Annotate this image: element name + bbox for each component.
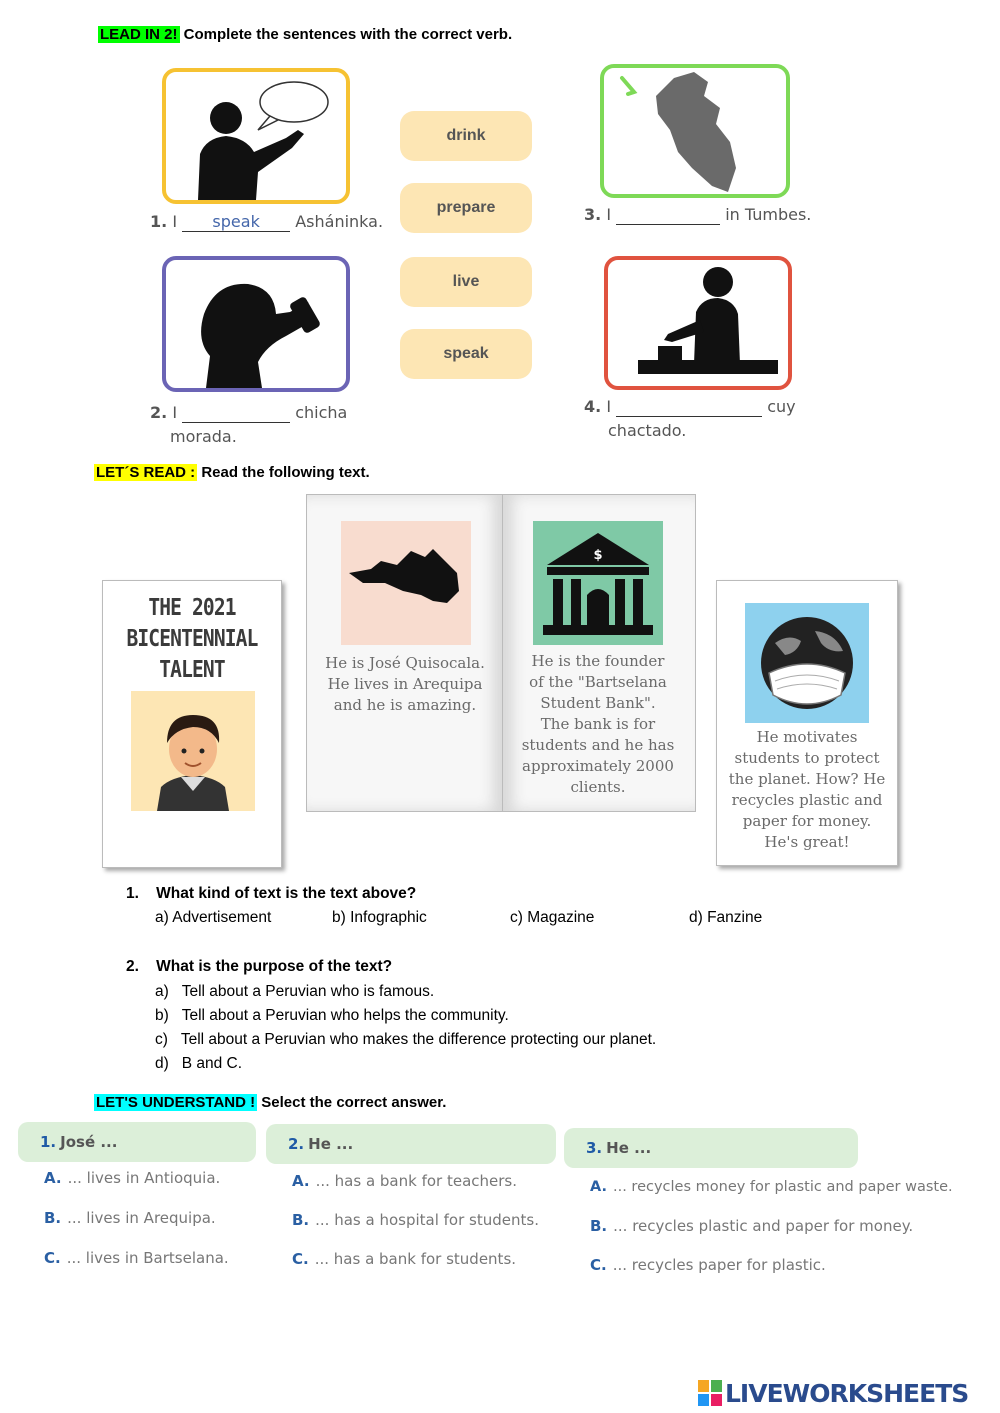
col1-option-b[interactable]: B. ... lives in Arequipa.: [44, 1209, 216, 1227]
boy-avatar-icon: [131, 691, 255, 811]
q2-option-b[interactable]: b) Tell about a Peruvian who helps the community.: [155, 1007, 509, 1024]
drinking-person-icon: [166, 260, 346, 388]
question-1: 1. What kind of text is the text above?: [126, 885, 417, 902]
q2-option-a[interactable]: a) Tell about a Peruvian who is famous.: [155, 983, 435, 1000]
planet-box: [745, 603, 869, 723]
peru-map-icon: [604, 68, 786, 194]
answer-blank-3[interactable]: [616, 205, 720, 225]
earth-mask-icon: [745, 603, 869, 723]
sentence-4-continued: chactado.: [608, 421, 687, 440]
brand-name: LIVEWORKSHEETS: [725, 1378, 969, 1408]
lead-in-instruction: Complete the sentences with the correct verb.: [179, 26, 513, 43]
page3-text: He motivates students to protect the planet. How? He recycles plastic and paper for money. He's great!: [728, 728, 886, 851]
verb-chip-live[interactable]: live: [400, 257, 532, 307]
q1-option-d[interactable]: d) Fanzine: [689, 909, 763, 926]
sentence-2-continued: morada.: [170, 427, 237, 446]
col3-option-b[interactable]: B. ... recycles plastic and paper for money.: [590, 1217, 914, 1235]
q2-option-d[interactable]: d) B and C.: [155, 1055, 243, 1072]
page1-text: He is José Quisocala. He lives in Arequipa and he is amazing.: [325, 654, 485, 714]
picture-drink: [162, 256, 350, 392]
bank-building-icon: [533, 521, 663, 645]
answer-blank-4[interactable]: [616, 397, 762, 417]
col2-option-a[interactable]: A. ... has a bank for teachers.: [292, 1172, 518, 1190]
answer-column-2-header: 2. He ...: [266, 1124, 556, 1164]
sentence-1: 1. I speak Asháninka.: [150, 212, 384, 231]
cover-title: THE 2021 BICENTENNIAL TALENT: [126, 595, 258, 683]
picture-prepare: [604, 256, 792, 390]
col1-option-c[interactable]: C. ... lives in Bartselana.: [44, 1249, 229, 1267]
question-2: 2. What is the purpose of the text?: [126, 958, 393, 975]
bank-box: [533, 521, 663, 645]
col2-option-c[interactable]: C. ... has a bank for students.: [292, 1250, 517, 1268]
book-right-page: [502, 494, 696, 812]
lets-understand-heading: [94, 1094, 446, 1111]
arequipa-map-box: [341, 521, 471, 645]
sentence-4: 4. I cuy: [584, 397, 796, 416]
col2-option-b[interactable]: B. ... has a hospital for students.: [292, 1211, 539, 1229]
lets-read-tag: LET´S READ :: [96, 464, 196, 481]
col3-option-a[interactable]: A. ... recycles money for plastic and paper waste.: [590, 1179, 953, 1195]
lets-understand-tag: LET'S UNDERSTAND !: [96, 1094, 256, 1111]
q1-option-a[interactable]: a) Advertisement: [155, 909, 272, 926]
verb-chip-drink[interactable]: drink: [400, 111, 532, 161]
answer-column-3-header: 3. He ...: [564, 1128, 858, 1168]
lead-in-heading: [98, 26, 512, 43]
speaking-person-icon: [166, 72, 346, 200]
cooking-person-icon: [608, 260, 788, 386]
dollar-sign: $: [593, 548, 603, 563]
q1-option-c[interactable]: c) Magazine: [510, 909, 595, 926]
q2-option-c[interactable]: c) Tell about a Peruvian who makes the difference protecting our planet.: [155, 1031, 657, 1048]
cover-portrait: [131, 691, 255, 811]
lets-read-instruction: Read the following text.: [197, 464, 370, 481]
lead-in-tag: LEAD IN 2!: [100, 26, 178, 43]
lets-understand-instruction: Select the correct answer.: [257, 1094, 447, 1111]
col1-option-a[interactable]: A. ... lives in Antioquia.: [44, 1169, 221, 1187]
sentence-3: 3. I in Tumbes.: [584, 205, 812, 224]
liveworksheets-logo-icon: [698, 1380, 722, 1406]
lets-read-heading: [94, 464, 370, 481]
footer-brand: [698, 1378, 968, 1408]
picture-map: [600, 64, 790, 198]
q1-option-b[interactable]: b) Infographic: [332, 909, 427, 926]
sentence-2: 2. I chicha: [150, 403, 348, 422]
verb-chip-speak[interactable]: speak: [400, 329, 532, 379]
book-left-page: [306, 494, 504, 812]
arequipa-map-icon: [341, 521, 471, 645]
verb-chip-prepare[interactable]: prepare: [400, 183, 532, 233]
magazine-back-page: [716, 580, 898, 866]
answer-blank-1[interactable]: speak: [182, 212, 290, 232]
magazine-cover: [102, 580, 282, 868]
col3-option-c[interactable]: C. ... recycles paper for plastic.: [590, 1256, 826, 1274]
picture-speak: [162, 68, 350, 204]
answer-column-1-header: 1. José ...: [18, 1122, 256, 1162]
answer-blank-2[interactable]: [182, 403, 290, 423]
page2-text: He is the founder of the "Bartselana Student Bank". The bank is for students and he has approximately 2000 clients.: [521, 652, 675, 796]
